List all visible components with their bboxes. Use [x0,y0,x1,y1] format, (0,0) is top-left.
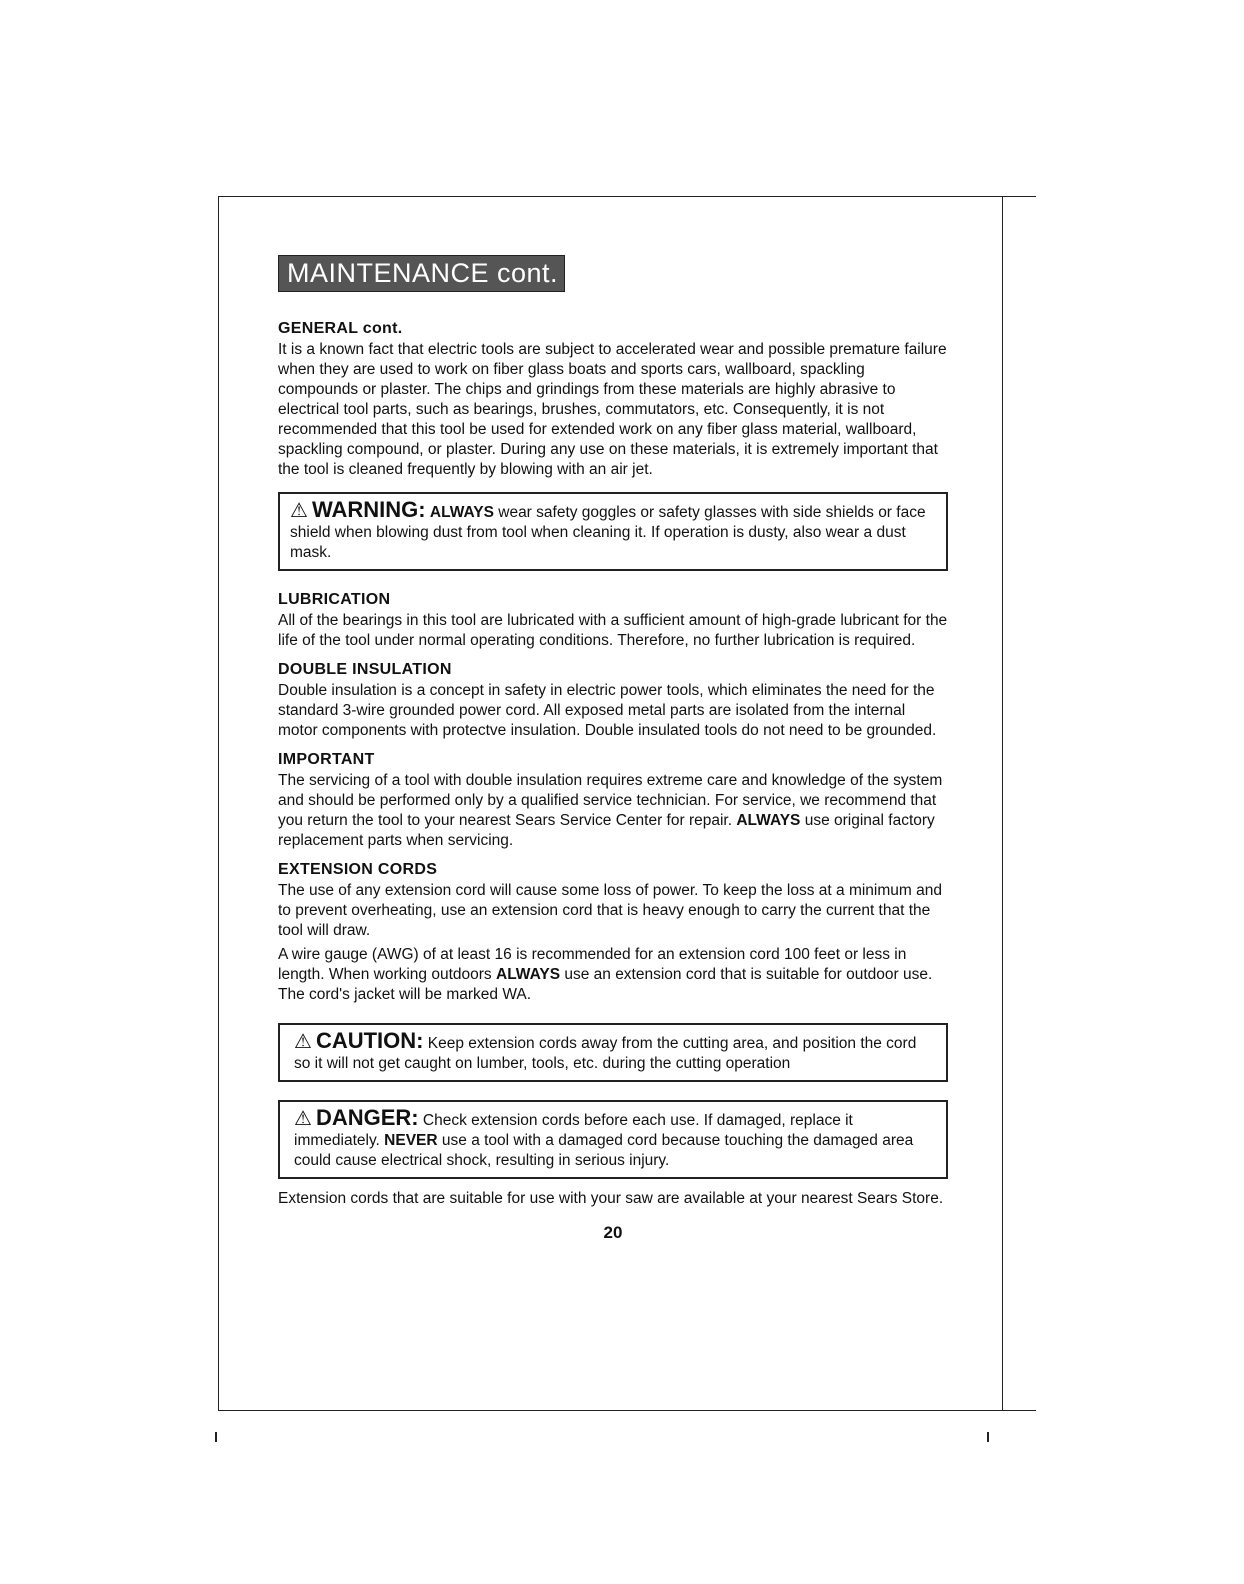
danger-box [278,1100,948,1179]
warning-triangle-icon: ⚠ [290,500,308,522]
important-body-pre: The servicing of a tool with double insulation requires extreme care and knowledge of the system and should be performed only by a qualified service technician. For service, we recommend that you return the tool to your nearest Sears Service Center for repair. [278,772,943,829]
double-insulation-body: Double insulation is a concept in safety in electric power tools, which eliminates the need for the standard 3-wire grounded power cord. All exposed metal parts are isolated from the internal motor components with protectve insulation. Double insulated tools do not need to be grounded. [278,682,937,739]
lubrication-section [278,591,948,651]
general-section [278,320,948,480]
page-number: 20 [603,1223,623,1242]
important-heading: IMPORTANT [278,751,375,768]
section-banner: MAINTENANCE cont. [278,255,565,292]
danger-text-pre: Check extension cords before each use. If damaged, replace it immediately. [294,1112,853,1149]
general-body: It is a known fact that electric tools are subject to accelerated wear and possible premature failure when they are used to work on fiber glass boats and sports cars, wallboard, spackling compounds or plaster. The chips and grindings from these materials are highly abrasive to electrical tool parts, such as bearings, brushes, commutators, etc. Consequently, it is not recommended that this tool be used for extended work on any fiber glass material, wallboard, spackling compound, or plaster. During any use on these materials, it is extremely important that the tool is cleaned frequently by blowing with an air jet. [278,341,947,478]
caution-box [278,1023,948,1082]
warning-text: wear safety goggles or safety glasses with side shields or face shield when blowing dust from tool when cleaning it. If operation is dusty, also wear a dust mask. [290,504,926,561]
double-insulation-heading: DOUBLE INSULATION [278,661,452,678]
crop-mark-left [215,1432,217,1442]
extension-cords-body-1: The use of any extension cord will cause some loss of power. To keep the loss at a minimum and to prevent overheating, use an extension cord that is heavy enough to carry the current that the tool will draw. [278,882,942,939]
warning-label: WARNING: [311,497,426,522]
warning-box [278,492,948,571]
double-insulation-section [278,661,948,741]
caution-triangle-icon: ⚠ [294,1031,312,1053]
warning-emphasis: ALWAYS [429,504,494,521]
extension-cords-body-2 [278,945,948,1005]
important-emphasis: ALWAYS [736,812,801,829]
caution-label: CAUTION: [315,1028,424,1053]
general-heading: GENERAL cont. [278,320,403,337]
page-frame-left [218,196,219,1410]
important-section [278,751,948,851]
important-body [278,771,948,851]
page-frame-top [218,196,1036,197]
page-frame-bottom [218,1410,1036,1411]
extension-cords-section [278,861,948,1005]
important-body-post: use original factory replacement parts when servicing. [278,812,935,849]
footer-note: Extension cords that are suitable for use with your saw are available at your nearest Sears Store. [278,1190,944,1207]
danger-triangle-icon: ⚠ [294,1108,312,1130]
extension-cords-body-2-pre: A wire gauge (AWG) of at least 16 is recommended for an extension cord 100 feet or less in length. When working outdoors [278,946,907,983]
danger-label: DANGER: [315,1105,419,1130]
lubrication-body: All of the bearings in this tool are lubricated with a sufficient amount of high-grade lubricant for the life of the tool under normal operating conditions. Therefore, no further lubrication is required. [278,612,948,649]
danger-emphasis: NEVER [384,1132,438,1149]
crop-mark-right [987,1432,989,1442]
caution-text: Keep extension cords away from the cutting area, and position the cord so it will not get caught on lumber, tools, etc. during the cutting operation [294,1035,917,1072]
extension-cords-body-2-post: use an extension cord that is suitable for outdoor use. The cord's jacket will be marked WA. [278,966,933,1003]
page-content [278,255,948,1243]
extension-cords-emphasis: ALWAYS [496,966,561,983]
lubrication-heading: LUBRICATION [278,591,391,608]
extension-cords-heading: EXTENSION CORDS [278,861,438,878]
page-frame-right [1002,196,1003,1410]
danger-text-post: use a tool with a damaged cord because touching the damaged area could cause electrical shock, resulting in serious injury. [294,1132,914,1169]
